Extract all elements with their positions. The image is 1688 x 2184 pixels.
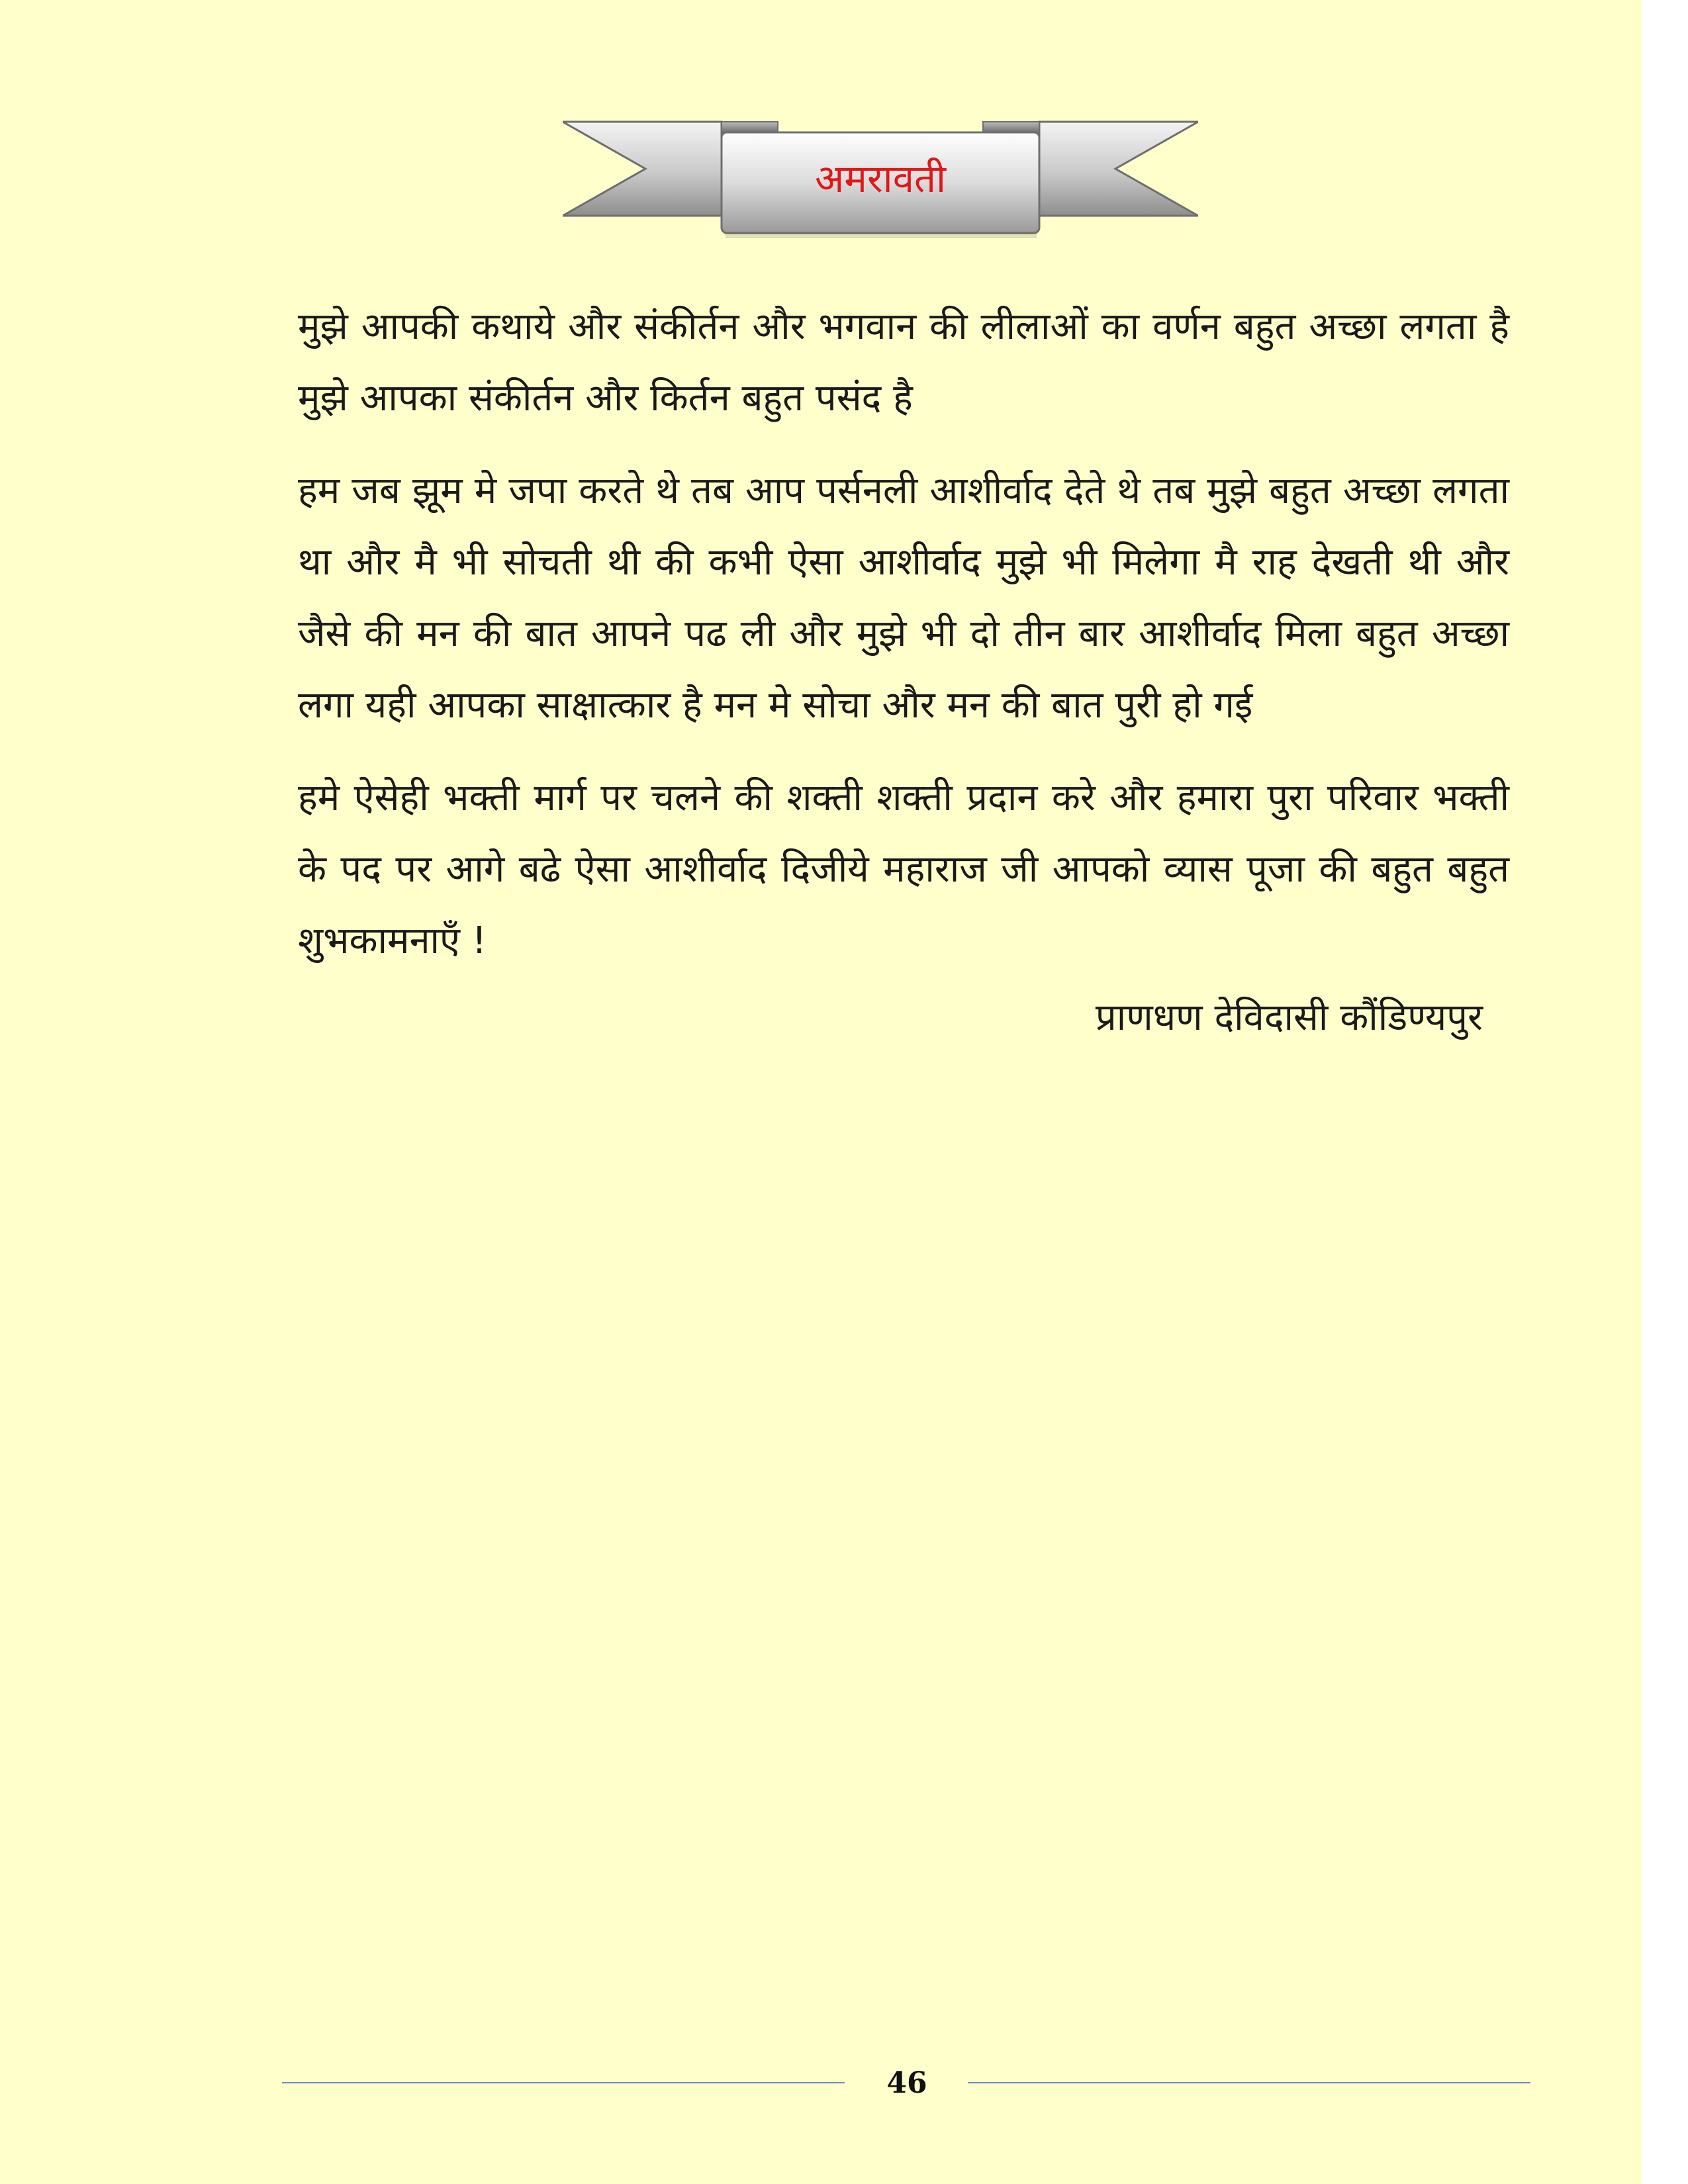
title-banner bbox=[563, 118, 1198, 244]
footer-rule-right bbox=[968, 2082, 1530, 2083]
paragraph-1: मुझे आपकी कथाये और संकीर्तन और भगवान की लीलाओं का वर्णन बहुत अच्छा लगता है मुझे आपका संकीर्तन और किर्तन बहुत पसंद है bbox=[298, 305, 1509, 420]
page-number: 46 bbox=[886, 2066, 927, 2100]
signature: प्राणधण देविदासी कौंडिण्यपुर bbox=[1095, 996, 1483, 1039]
paragraph-3: हमे ऐसेही भक्ती मार्ग पर चलने की शक्ती शक्ती प्रदान करे और हमारा पुरा परिवार भक्ती के पद पर आगे बढे ऐसा आशीर्वाद दिजीये महाराज जी आपको व्यास पूजा की बहुत बहुत शुभकामनाएँ ! bbox=[298, 776, 1509, 962]
banner-title: अमरावती bbox=[814, 156, 947, 201]
paragraph-2: हम जब झूम मे जपा करते थे तब आप पर्सनली आशीर्वाद देते थे तब मुझे बहुत अच्छा लगता था और मै भी सोचती थी की कभी ऐसा आशीर्वाद मुझे भी मिलेगा मै राह देखती थी और जैसे की मन की बात आपने पढ ली और मुझे भी दो तीन बार आशीर्वाद मिला बहुत अच्छा लगा यही आपका साक्षात्कार है मन मे सोचा और मन की बात पुरी हो गई bbox=[298, 469, 1509, 727]
letter-body bbox=[298, 291, 1509, 998]
footer-rule-left bbox=[282, 2082, 845, 2083]
